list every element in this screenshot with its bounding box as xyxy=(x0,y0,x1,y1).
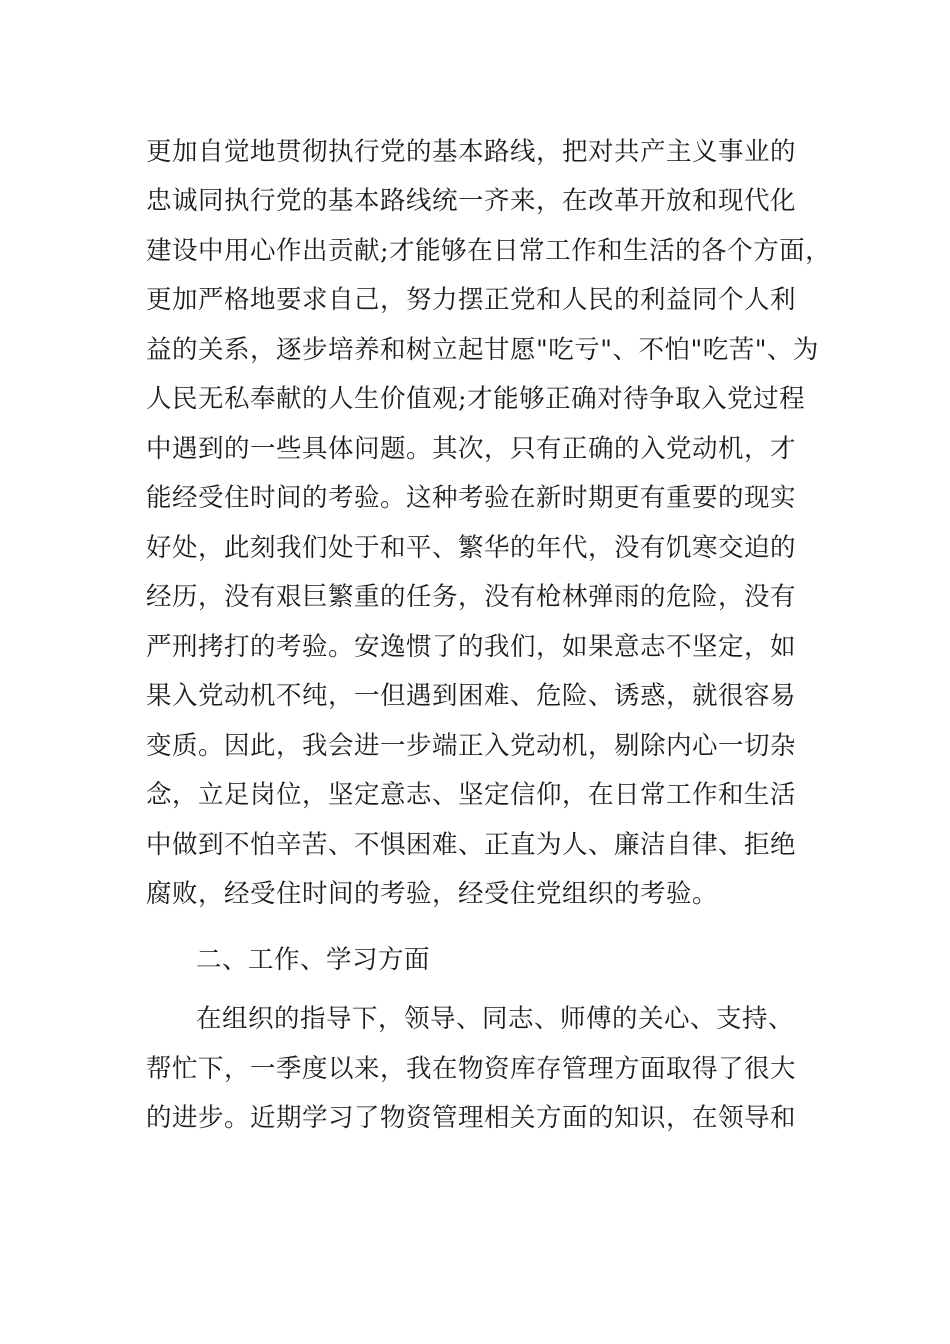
text-line: 经历，没有艰巨繁重的任务，没有枪林弹雨的危险，没有 xyxy=(146,582,797,612)
text-line: 好处，此刻我们处于和平、繁华的年代，没有饥寒交迫的 xyxy=(146,533,797,563)
text-line: 能经受住时间的考验。这种考验在新时期更有重要的现实 xyxy=(146,483,797,513)
text-line: 变质。因此，我会进一步端正入党动机，剔除内心一切杂 xyxy=(146,731,797,761)
text-line: 忠诚同执行党的基本路线统一齐来，在改革开放和现代化 xyxy=(146,186,797,216)
text-line: 在组织的指导下，领导、同志、师傅的关心、支持、 xyxy=(196,1004,795,1034)
text-line: 中遇到的一些具体问题。其次，只有正确的入党动机，才 xyxy=(146,434,797,464)
section-heading: 二、工作、学习方面 xyxy=(196,945,431,975)
text-line: 人民无私奉献的人生价值观;才能够正确对待争取入党过程 xyxy=(146,384,806,414)
text-line: 腐败，经受住时间的考验，经受住党组织的考验。 xyxy=(146,879,719,909)
text-line: 的进步。近期学习了物资管理相关方面的知识，在领导和 xyxy=(146,1103,797,1133)
text-line: 果入党动机不纯，一但遇到困难、危险、诱惑，就很容易 xyxy=(146,681,797,711)
text-line: 中做到不怕辛苦、不惧困难、正直为人、廉洁自律、拒绝 xyxy=(146,830,797,860)
text-line: 严刑拷打的考验。安逸惯了的我们，如果意志不坚定，如 xyxy=(146,632,797,662)
text-line: 更加严格地要求自己，努力摆正党和人民的利益同个人利 xyxy=(146,285,797,315)
text-line: 建设中用心作出贡献;才能够在日常工作和生活的各个方面， xyxy=(146,236,832,266)
text-line: 念，立足岗位，坚定意志、坚定信仰，在日常工作和生活 xyxy=(146,780,797,810)
text-line: 帮忙下，一季度以来，我在物资库存管理方面取得了很大 xyxy=(146,1054,797,1084)
text-line: 更加自觉地贯彻执行党的基本路线，把对共产主义事业的 xyxy=(146,137,797,167)
text-line: 益的关系，逐步培养和树立起甘愿"吃亏"、不怕"吃苦"、为 xyxy=(146,335,819,365)
